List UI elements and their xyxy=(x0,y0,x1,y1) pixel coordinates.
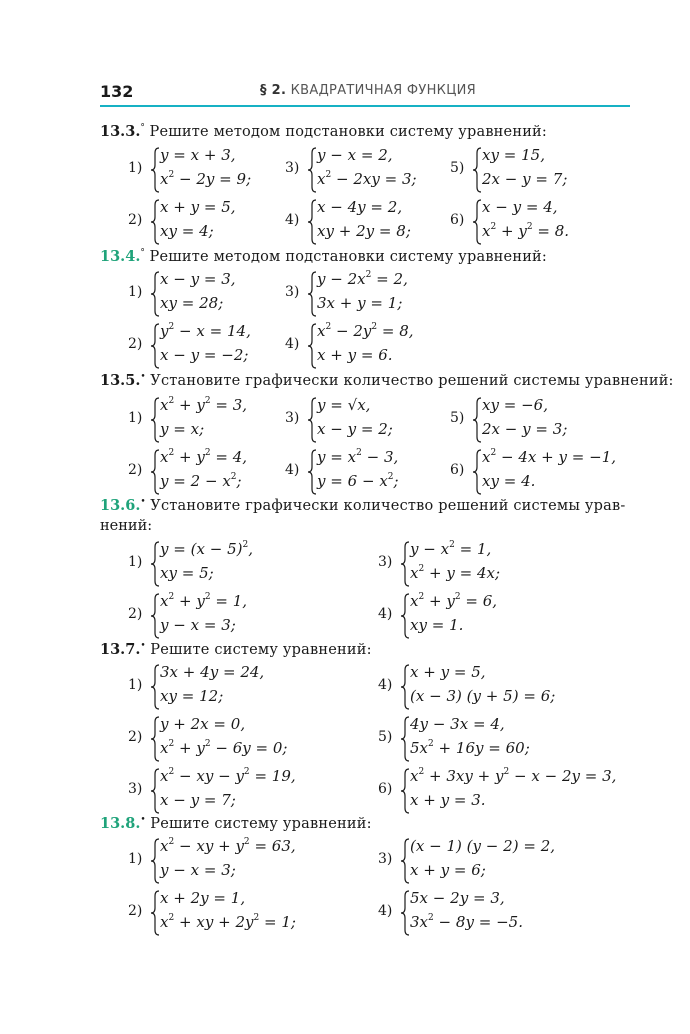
equation-first: x + 2y = 1, xyxy=(160,889,246,907)
equation-second: xy = 1. xyxy=(410,616,464,634)
difficulty-mark: • xyxy=(140,497,146,507)
item-label: 1) xyxy=(128,851,143,867)
equation-second: $x^2 + y^2 - 6y = 0$; xyxy=(160,739,288,757)
item-label: 2) xyxy=(128,336,143,352)
equation-second: 2x − y = 3; xyxy=(482,420,568,438)
exercise-instruction-continued: нений: xyxy=(100,518,153,534)
page-number: 132 xyxy=(100,82,134,101)
item-label: 4) xyxy=(285,462,300,478)
item-label: 5) xyxy=(378,729,393,745)
brace-icon xyxy=(150,767,160,815)
exercise-number: 13.5. xyxy=(100,372,141,389)
brace-icon xyxy=(150,146,160,194)
exercise-header xyxy=(100,641,372,658)
item-label: 5) xyxy=(450,160,465,176)
brace-icon xyxy=(150,663,160,711)
equation-second: $3x^2 - 8y = -5$. xyxy=(410,913,523,931)
equation-first: $x^2$ − xy − $y^2 = 19$, xyxy=(160,767,296,785)
equation-first: x − y = 3, xyxy=(160,270,236,288)
equation-second: xy = 4. xyxy=(482,472,536,490)
equation-first: 5x − 2y = 3, xyxy=(410,889,505,907)
brace-icon xyxy=(472,198,482,246)
equation-first: $y^2 - x = 14$, xyxy=(160,322,251,340)
equation-first: xy = 15, xyxy=(482,146,545,164)
item-label: 1) xyxy=(128,284,143,300)
item-label: 4) xyxy=(285,336,300,352)
equation-first: $y = (x - 5)^2$, xyxy=(160,540,254,558)
equation-first: y = √x, xyxy=(317,396,371,414)
equation-first: $x^2 + y^2 = 4$, xyxy=(160,448,248,466)
brace-icon xyxy=(307,396,317,444)
equation-second: y = x; xyxy=(160,420,205,438)
equation-first: $x^2 + y^2 = 6$, xyxy=(410,592,498,610)
equation-first: 4y − 3x = 4, xyxy=(410,715,505,733)
brace-icon xyxy=(472,396,482,444)
exercise-header xyxy=(100,123,547,140)
brace-icon xyxy=(307,322,317,370)
exercise-number: 13.8. xyxy=(100,815,141,832)
difficulty-mark: • xyxy=(140,815,146,825)
item-label: 3) xyxy=(285,284,300,300)
item-label: 4) xyxy=(285,212,300,228)
equation-second: x + y = 6; xyxy=(410,861,486,879)
brace-icon xyxy=(150,198,160,246)
section-title xyxy=(260,83,476,98)
equation-second: x + y = 6. xyxy=(317,346,393,364)
equation-second: $y = 2 - x^2$; xyxy=(160,472,242,490)
exercise-instruction: Установите графически количество решений системы уравнений: xyxy=(150,373,674,389)
equation-second: x − y = −2; xyxy=(160,346,249,364)
equation-first: y = x + 3, xyxy=(160,146,236,164)
exercise-number: 13.4. xyxy=(100,248,141,265)
equation-second: $x^2 + y^2 = 8$. xyxy=(482,222,570,240)
item-label: 3) xyxy=(378,851,393,867)
equation-first: $x^2 + y^2 = 3$, xyxy=(160,396,248,414)
exercise-number: 13.7. xyxy=(100,641,141,658)
equation-second: xy = 28; xyxy=(160,294,224,312)
item-label: 2) xyxy=(128,606,143,622)
section-title-text: КВАДРАТИЧНАЯ ФУНКЦИЯ xyxy=(290,83,476,98)
brace-icon xyxy=(400,663,410,711)
brace-icon xyxy=(400,889,410,937)
item-label: 1) xyxy=(128,677,143,693)
equation-second: xy = 4; xyxy=(160,222,214,240)
brace-icon xyxy=(150,715,160,763)
difficulty-mark: ° xyxy=(140,123,145,133)
brace-icon xyxy=(150,837,160,885)
item-label: 2) xyxy=(128,212,143,228)
brace-icon xyxy=(150,322,160,370)
item-label: 6) xyxy=(378,781,393,797)
equation-second: 2x − y = 7; xyxy=(482,170,568,188)
exercise-instruction: Решите систему уравнений: xyxy=(150,816,372,832)
difficulty-mark: ° xyxy=(140,248,145,258)
item-label: 1) xyxy=(128,410,143,426)
equation-first: x + y = 5, xyxy=(160,198,236,216)
item-label: 2) xyxy=(128,903,143,919)
exercise-instruction: Решите методом подстановки систему уравнений: xyxy=(149,249,548,265)
brace-icon xyxy=(307,448,317,496)
exercise-instruction: Решите систему уравнений: xyxy=(150,642,372,658)
equation-second: xy = 5; xyxy=(160,564,214,582)
item-label: 4) xyxy=(378,606,393,622)
equation-second: x − y = 2; xyxy=(317,420,393,438)
item-label: 2) xyxy=(128,462,143,478)
exercise-instruction: Установите графически количество решений системы урав- xyxy=(150,498,626,514)
exercise-header xyxy=(100,248,547,265)
equation-first: x + y = 5, xyxy=(410,663,486,681)
exercise-instruction: Решите методом подстановки систему уравнений: xyxy=(149,124,548,140)
equation-first: y − x = 2, xyxy=(317,146,393,164)
equation-first: $x^2$ − xy + $y^2 = 63$, xyxy=(160,837,296,855)
item-label: 4) xyxy=(378,677,393,693)
equation-second: $x^2$ + xy + $2y^2 = 1$; xyxy=(160,913,296,931)
equation-first: x − y = 4, xyxy=(482,198,558,216)
brace-icon xyxy=(400,592,410,640)
exercise-header xyxy=(100,372,674,389)
brace-icon xyxy=(307,270,317,318)
equation-second: xy = 12; xyxy=(160,687,224,705)
equation-first: x − 4y = 2, xyxy=(317,198,403,216)
equation-first: $x^2 + 3xy + y^2 - x - 2y = 3$, xyxy=(410,767,617,785)
equation-first: $x^2 + y^2 = 1$, xyxy=(160,592,248,610)
equation-first: $y - x^2 = 1$, xyxy=(410,540,492,558)
header-rule xyxy=(100,105,630,107)
brace-icon xyxy=(150,448,160,496)
equation-first: $x^2 - 4x + y = -1$, xyxy=(482,448,617,466)
brace-icon xyxy=(150,592,160,640)
brace-icon xyxy=(400,837,410,885)
equation-second: y − x = 3; xyxy=(160,616,236,634)
brace-icon xyxy=(472,146,482,194)
equation-first: $y = x^2 - 3$, xyxy=(317,448,399,466)
item-label: 6) xyxy=(450,462,465,478)
exercise-number: 13.3. xyxy=(100,123,141,140)
equation-second: x + y = 3. xyxy=(410,791,486,809)
brace-icon xyxy=(472,448,482,496)
item-label: 3) xyxy=(285,160,300,176)
equation-first: y + 2x = 0, xyxy=(160,715,246,733)
brace-icon xyxy=(307,146,317,194)
item-label: 6) xyxy=(450,212,465,228)
equation-first: $x^2 - 2y^2 = 8$, xyxy=(317,322,414,340)
equation-second: y − x = 3; xyxy=(160,861,236,879)
brace-icon xyxy=(307,198,317,246)
exercise-header xyxy=(100,497,625,514)
item-label: 4) xyxy=(378,903,393,919)
equation-second: xy + 2y = 8; xyxy=(317,222,411,240)
page-header xyxy=(100,80,630,106)
item-label: 5) xyxy=(450,410,465,426)
item-label: 3) xyxy=(378,554,393,570)
exercise-number: 13.6. xyxy=(100,497,141,514)
brace-icon xyxy=(400,540,410,588)
exercise-header xyxy=(100,815,372,832)
brace-icon xyxy=(400,767,410,815)
item-label: 2) xyxy=(128,729,143,745)
brace-icon xyxy=(400,715,410,763)
equation-second: $x^2 - 2y = 9$; xyxy=(160,170,252,188)
item-label: 1) xyxy=(128,160,143,176)
item-label: 1) xyxy=(128,554,143,570)
item-label: 3) xyxy=(128,781,143,797)
equation-second: (x − 3) (y + 5) = 6; xyxy=(410,687,556,705)
equation-second: $x^2 + y = 4x$; xyxy=(410,564,501,582)
brace-icon xyxy=(150,270,160,318)
equation-second: $y = 6 - x^2$; xyxy=(317,472,399,490)
item-label: 3) xyxy=(285,410,300,426)
equation-first: $y - 2x^2 = 2$, xyxy=(317,270,408,288)
section-label: § 2. xyxy=(260,83,287,98)
equation-second: x − y = 7; xyxy=(160,791,236,809)
difficulty-mark: • xyxy=(140,372,146,382)
difficulty-mark: • xyxy=(140,641,146,651)
brace-icon xyxy=(150,396,160,444)
brace-icon xyxy=(150,540,160,588)
equation-second: $x^2 - 2xy = 3$; xyxy=(317,170,417,188)
brace-icon xyxy=(150,889,160,937)
equation-second: 3x + y = 1; xyxy=(317,294,403,312)
equation-first: xy = −6, xyxy=(482,396,548,414)
equation-first: (x − 1) (y − 2) = 2, xyxy=(410,837,556,855)
equation-first: 3x + 4y = 24, xyxy=(160,663,265,681)
equation-second: $5x^2 + 16y = 60$; xyxy=(410,739,530,757)
